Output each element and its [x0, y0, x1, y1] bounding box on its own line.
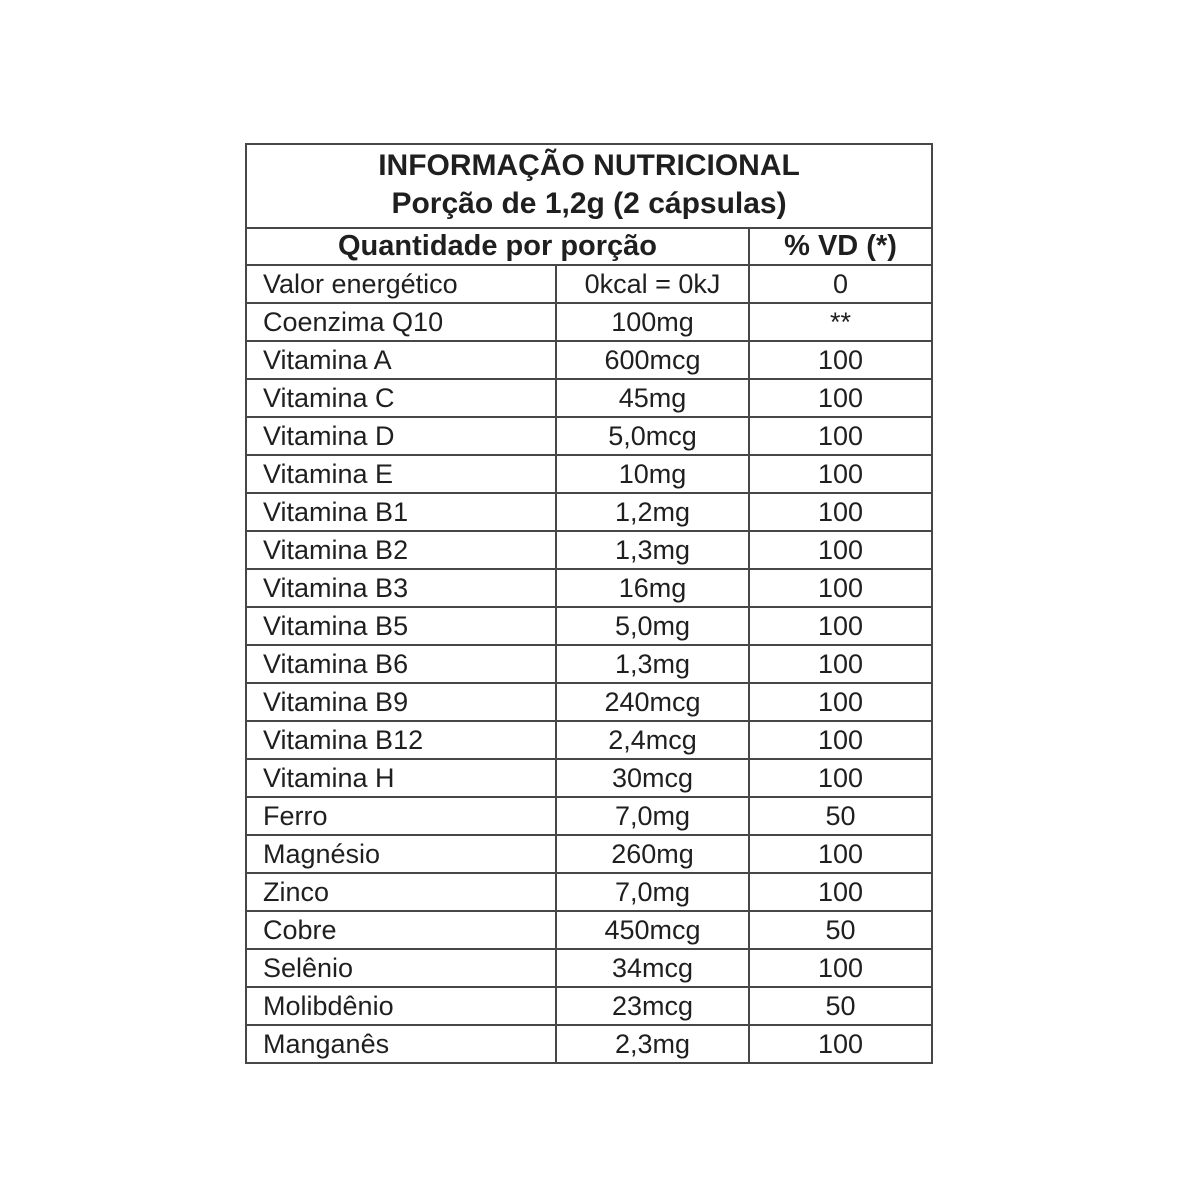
nutrient-name: Manganês	[246, 1025, 556, 1063]
nutrient-name: Valor energético	[246, 265, 556, 303]
nutrient-dv: 100	[749, 683, 932, 721]
nutrient-dv: 50	[749, 911, 932, 949]
table-row	[246, 341, 932, 379]
nutrient-amount: 45mg	[556, 379, 749, 417]
nutrient-name: Vitamina B3	[246, 569, 556, 607]
table-row	[246, 531, 932, 569]
table-row	[246, 911, 932, 949]
column-header-row	[246, 228, 932, 265]
nutrition-facts-table	[245, 143, 933, 1064]
nutrient-dv: 100	[749, 759, 932, 797]
nutrient-dv: 100	[749, 379, 932, 417]
nutrient-amount: 240mcg	[556, 683, 749, 721]
nutrient-name: Cobre	[246, 911, 556, 949]
nutrient-dv: 100	[749, 607, 932, 645]
nutrient-name: Vitamina B9	[246, 683, 556, 721]
table-row	[246, 379, 932, 417]
table-row	[246, 759, 932, 797]
nutrient-amount: 0kcal = 0kJ	[556, 265, 749, 303]
nutrient-amount: 2,3mg	[556, 1025, 749, 1063]
nutrient-name: Zinco	[246, 873, 556, 911]
nutrient-dv: 100	[749, 417, 932, 455]
nutrient-amount: 10mg	[556, 455, 749, 493]
table-title: INFORMAÇÃO NUTRICIONAL	[378, 149, 800, 182]
table-row	[246, 1025, 932, 1063]
nutrient-dv: 100	[749, 569, 932, 607]
nutrient-amount: 260mg	[556, 835, 749, 873]
nutrient-name: Ferro	[246, 797, 556, 835]
nutrient-amount: 5,0mg	[556, 607, 749, 645]
nutrition-rows	[246, 265, 932, 1063]
table-row	[246, 493, 932, 531]
nutrient-name: Vitamina B2	[246, 531, 556, 569]
nutrient-amount: 7,0mg	[556, 797, 749, 835]
nutrient-dv: 0	[749, 265, 932, 303]
nutrient-dv: 100	[749, 531, 932, 569]
nutrient-name: Vitamina C	[246, 379, 556, 417]
table-row	[246, 721, 932, 759]
nutrient-dv: 100	[749, 721, 932, 759]
nutrient-amount: 34mcg	[556, 949, 749, 987]
table-row	[246, 645, 932, 683]
nutrient-dv: 50	[749, 797, 932, 835]
nutrient-dv: 100	[749, 835, 932, 873]
table-row	[246, 949, 932, 987]
nutrient-name: Vitamina H	[246, 759, 556, 797]
table-row	[246, 303, 932, 341]
nutrient-name: Vitamina B6	[246, 645, 556, 683]
nutrient-dv: 100	[749, 341, 932, 379]
nutrient-amount: 2,4mcg	[556, 721, 749, 759]
nutrient-name: Vitamina B12	[246, 721, 556, 759]
nutrient-name: Vitamina B1	[246, 493, 556, 531]
title-row	[246, 144, 932, 228]
nutrient-amount: 23mcg	[556, 987, 749, 1025]
nutrient-name: Magnésio	[246, 835, 556, 873]
nutrient-dv: 100	[749, 645, 932, 683]
nutrient-amount: 7,0mg	[556, 873, 749, 911]
nutrient-dv: 50	[749, 987, 932, 1025]
nutrient-amount: 1,2mg	[556, 493, 749, 531]
table-title-cell	[246, 144, 932, 228]
nutrient-amount: 16mg	[556, 569, 749, 607]
nutrient-dv: 100	[749, 455, 932, 493]
table-row	[246, 455, 932, 493]
nutrient-dv: 100	[749, 873, 932, 911]
nutrient-amount: 600mcg	[556, 341, 749, 379]
nutrient-dv: 100	[749, 493, 932, 531]
nutrient-name: Vitamina B5	[246, 607, 556, 645]
nutrient-name: Coenzima Q10	[246, 303, 556, 341]
table-row	[246, 417, 932, 455]
table-row	[246, 569, 932, 607]
table-row	[246, 873, 932, 911]
col-header-dv: % VD (*)	[749, 228, 932, 265]
nutrient-dv: **	[749, 303, 932, 341]
nutrient-amount: 30mcg	[556, 759, 749, 797]
nutrient-dv: 100	[749, 949, 932, 987]
nutrient-dv: 100	[749, 1025, 932, 1063]
table-row	[246, 265, 932, 303]
nutrient-amount: 450mcg	[556, 911, 749, 949]
nutrient-name: Vitamina D	[246, 417, 556, 455]
table-row	[246, 797, 932, 835]
table-row	[246, 607, 932, 645]
nutrient-name: Selênio	[246, 949, 556, 987]
nutrient-name: Vitamina E	[246, 455, 556, 493]
nutrient-amount: 1,3mg	[556, 645, 749, 683]
table-row	[246, 835, 932, 873]
nutrient-amount: 100mg	[556, 303, 749, 341]
nutrient-name: Molibdênio	[246, 987, 556, 1025]
table-row	[246, 683, 932, 721]
table-subtitle: Porção de 1,2g (2 cápsulas)	[391, 187, 787, 220]
table-row	[246, 987, 932, 1025]
nutrient-amount: 5,0mcg	[556, 417, 749, 455]
nutrient-name: Vitamina A	[246, 341, 556, 379]
col-header-quantity: Quantidade por porção	[246, 228, 749, 265]
nutrient-amount: 1,3mg	[556, 531, 749, 569]
